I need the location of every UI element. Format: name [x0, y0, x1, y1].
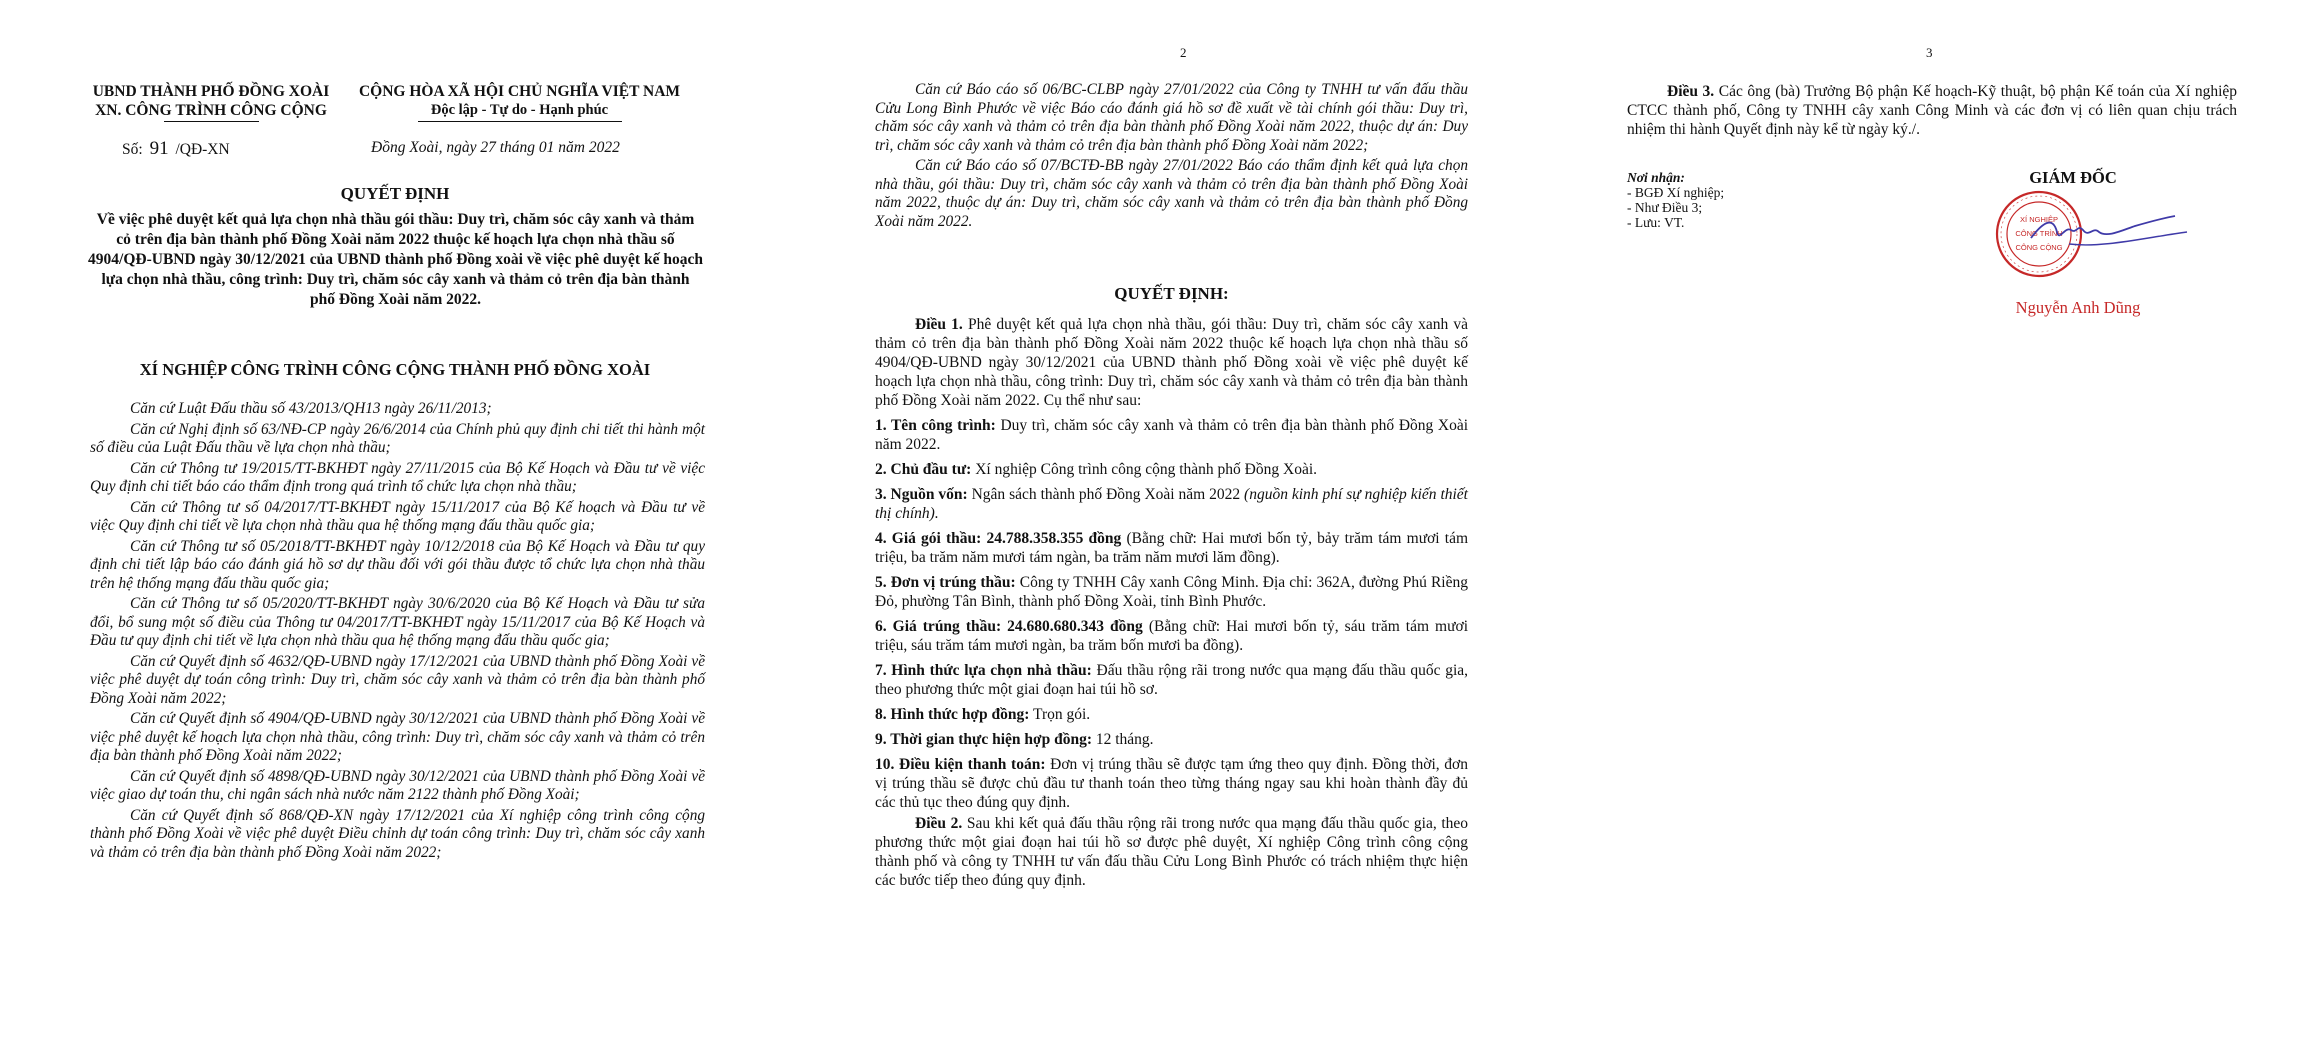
article-3 — [1627, 82, 2237, 139]
nation-line-1: CỘNG HÒA XÃ HỘI CHỦ NGHĨA VIỆT NAM — [358, 83, 681, 100]
bases-list-p2 — [875, 81, 1468, 233]
nation-block — [342, 82, 697, 122]
page-3 — [1553, 0, 2315, 1052]
org-line-2: XN. CÔNG TRÌNH CÔNG CỘNG — [95, 102, 327, 119]
basis-item: Căn cứ Thông tư 19/2015/TT-BKHĐT ngày 27/11/2015 của Bộ Kế Hoạch và Đầu tư về việc Quy định chi tiết báo cáo thẩm định trong quá trình tổ chức lựa chọn nhà thầu; — [90, 459, 705, 495]
basis-item: Căn cứ Quyết định số 868/QĐ-XN ngày 17/12/2021 của Xí nghiệp công trình công cộng thành phố Đồng Xoài về việc phê duyệt Điều chỉnh dự toán công trình: Duy trì, chăm sóc cây xanh và thảm cỏ trên địa bàn thành phố Đồng Xoài năm 2022; — [90, 806, 705, 861]
basis-item: Căn cứ Thông tư số 04/2017/TT-BKHĐT ngày 15/11/2017 của Bộ Kế hoạch và Đầu tư về việc Quy định chi tiết về lựa chọn nhà thầu qua hệ thống mạng đấu thầu quốc gia; — [90, 498, 705, 534]
place-date: Đồng Xoài, ngày 27 tháng 01 năm 2022 — [371, 139, 620, 156]
item-2: 2. Chủ đầu tư: Xí nghiệp Công trình công cộng thành phố Đồng Xoài. — [875, 461, 1318, 478]
article-3-label: Điều 3. — [1667, 83, 1715, 100]
article-3-text: Các ông (bà) Trưởng Bộ phận Kế hoạch-Kỹ thuật, bộ phận Kế toán của Xí nghiệp CTCC thành phố, Công ty TNHH cây xanh Công Minh và các đơn vị có liên quan chịu trách nhiệm thi hành Quyết định này kể từ ngày ký./. — [1627, 83, 2238, 138]
page-1 — [0, 0, 775, 1052]
item-8: 8. Hình thức hợp đồng: Trọn gói. — [875, 706, 1091, 723]
basis-item: Căn cứ Báo cáo số 06/BC-CLBP ngày 27/01/2022 của Công ty TNHH tư vấn đấu thầu Cửu Long Bình Phước về việc Báo cáo đánh giá hồ sơ đề xuất về tài chính gói thầu: Duy trì, chăm sóc cây xanh và thảm cỏ trên địa bàn thành phố Đồng Xoài năm 2022, thuộc dự án: Duy trì, chăm sóc cây xanh và thảm cỏ trên địa bàn thành phố Đồng Xoài năm 2022; — [875, 81, 1468, 154]
recipient-item: - Như Điều 3; — [1627, 200, 1703, 215]
basis-item: Căn cứ Luật Đấu thầu số 43/2013/QH13 ngày 26/11/2013; — [130, 400, 492, 417]
item-4: 4. Giá gói thầu: 24.788.358.355 đồng (Bằng chữ: Hai mươi bốn tỷ, bảy trăm tám mươi tám triệu, ba trăm năm mươi tám ngàn, ba trăm năm mươi lăm đồng). — [875, 530, 1469, 566]
nation-underline — [418, 121, 622, 122]
basis-item: Căn cứ Báo cáo số 07/BCTĐ-BB ngày 27/01/2022 Báo cáo thẩm định kết quả lựa chọn nhà thầu, gói thầu: Duy trì, chăm sóc cây xanh và thảm cỏ trên địa bàn thành phố Đồng Xoài năm 2022, thuộc dự án: Duy trì, chăm sóc cây xanh và thảm cỏ trên địa bàn thành phố Đồng Xoài năm 2022. — [875, 157, 1468, 230]
basis-item: Căn cứ Thông tư số 05/2018/TT-BKHĐT ngày 10/12/2018 của Bộ Kế Hoạch và Đầu tư quy định chi tiết lập báo cáo đánh giá hồ sơ dự thầu đối với gói thầu được tổ chức lựa chọn nhà thầu trên hệ thống mạng đấu thầu quốc gia; — [90, 537, 705, 592]
issuer-heading: XÍ NGHIỆP CÔNG TRÌNH CÔNG CỘNG THÀNH PHỐ ĐỒNG XOÀI — [139, 360, 651, 379]
item-9: 9. Thời gian thực hiện hợp đồng: 12 tháng. — [875, 731, 1154, 748]
nation-line-2: Độc lập - Tự do - Hạnh phúc — [430, 102, 609, 118]
stamp-line-2: CÔNG TRÌNH — [2015, 229, 2063, 238]
recipient-item: - BGĐ Xí nghiệp; — [1627, 185, 1725, 200]
item-10: 10. Điều kiện thanh toán: Đơn vị trúng thầu sẽ được tạm ứng theo quy định. Đồng thời, đơn vị trúng thầu sẽ được chủ đầu tư thanh toán theo từng tháng ngay sau khi hoàn thành đầy đủ các thủ tục theo đúng quy định. — [875, 756, 1468, 811]
org-underline — [164, 121, 259, 122]
item-7: 7. Hình thức lựa chọn nhà thầu: Đấu thầu rộng rãi trong nước qua mạng đấu thầu quốc gia, theo phương thức một giai đoạn hai túi hồ sơ. — [875, 662, 1469, 698]
article-2-label: Điều 2. — [915, 815, 963, 832]
official-stamp — [1997, 192, 2081, 276]
page-number: 3 — [1926, 45, 1933, 60]
article-2-text: Sau khi kết quả đấu thầu rộng rãi trong nước qua mạng đấu thầu quốc gia, theo phương thức một giai đoạn hai túi hồ sơ được phê duyệt, Xí nghiệp Công trình công cộng thành phố và công ty TNHH tư vấn đấu thầu Cửu Long Bình Phước có trách nhiệm thực hiện các bước tiếp theo đúng quy định. — [875, 815, 1469, 889]
signer-title: GIÁM ĐỐC — [2029, 168, 2117, 187]
stamp-line-1: XÍ NGHIỆP — [2020, 215, 2058, 224]
decision-title: QUYẾT ĐỊNH — [340, 184, 450, 203]
article-2 — [875, 814, 1468, 890]
org-block — [80, 82, 342, 122]
stamp-line-3: CÔNG CỘNG — [2015, 243, 2063, 252]
bases-list-p1 — [90, 400, 705, 864]
article-1-label: Điều 1. — [915, 316, 963, 333]
decision-subject: Về việc phê duyệt kết quả lựa chọn nhà thầu gói thầu: Duy trì, chăm sóc cây xanh và thảm cỏ trên địa bàn thành phố Đồng Xoài năm 2022 thuộc kế hoạch lựa chọn nhà thầu số 4904/QĐ-UBND ngày 30/12/2021 của UBND thành phố Đồng xoài về việc phê duyệt kế hoạch lựa chọn nhà thầu, công trình: Duy trì, chăm sóc cây xanh và thảm cỏ trên địa bàn thành phố Đồng Xoài năm 2022. — [88, 211, 703, 308]
doc-number-value: 91 — [149, 138, 169, 159]
basis-item: Căn cứ Quyết định số 4632/QĐ-UBND ngày 17/12/2021 của UBND thành phố Đồng Xoài về việc phê duyệt dự toán công trình: Duy trì, chăm sóc cây xanh và thảm cỏ trên địa bàn thành phố Đồng Xoài năm 2022; — [90, 652, 705, 707]
recipient-item: - Lưu: VT. — [1627, 215, 1685, 230]
article-1-text: Phê duyệt kết quả lựa chọn nhà thầu, gói thầu: Duy trì, chăm sóc cây xanh và thảm cỏ trên địa bàn thành phố Đồng Xoài năm 2022 thuộc kế hoạch lựa chọn nhà thầu số 4904/QĐ-UBND ngày 30/12/2021 của UBND thành phố Đồng xoài về việc phê duyệt kế hoạch lựa chọn nhà thầu, công trình: Duy trì, chăm sóc cây xanh và thảm cỏ trên địa bàn thành phố Đồng Xoài năm 2022. Cụ thể như sau: — [875, 316, 1469, 409]
recipients-title: Nơi nhận: — [1627, 170, 1685, 185]
basis-item: Căn cứ Thông tư số 05/2020/TT-BKHĐT ngày 30/6/2020 của Bộ Kế Hoạch và Đầu tư sửa đổi, bổ sung một số điều của Thông tư 04/2017/TT-BKHĐT ngày 15/11/2017 của Bộ Kế Hoạch và Đầu tư quy định chi tiết về lựa chọn nhà thầu qua hệ thống mạng đấu thầu quốc gia; — [90, 595, 705, 649]
page-2 — [775, 0, 1553, 1052]
signer-name: Nguyễn Anh Dũng — [2015, 298, 2141, 317]
articles-block — [875, 315, 1468, 896]
basis-item: Căn cứ Quyết định số 4898/QĐ-UBND ngày 30/12/2021 của UBND thành phố Đồng Xoài về việc giao dự toán thu, chi ngân sách nhà nước năm 2122 thành phố Đồng Xoài; — [90, 767, 705, 803]
org-line-1: UBND THÀNH PHỐ ĐỒNG XOÀI — [92, 83, 330, 100]
page-number: 2 — [1180, 45, 1187, 60]
recipients-block — [1627, 170, 1827, 230]
item-3: 3. Nguồn vốn: Ngân sách thành phố Đồng Xoài năm 2022 (nguồn kinh phí sự nghiệp kiến thiết thị chính). — [875, 486, 1468, 522]
article-1 — [875, 315, 1468, 410]
basis-item: Căn cứ Quyết định số 4904/QĐ-UBND ngày 30/12/2021 của UBND thành phố Đồng Xoài về việc phê duyệt kế hoạch lựa chọn nhà thầu, công trình: Duy trì, chăm sóc cây xanh và thảm cỏ trên địa bàn thành phố Đồng Xoài năm 2022; — [90, 710, 705, 764]
doc-number: Số: 91 /QĐ-XN — [122, 138, 230, 159]
decision-heading: QUYẾT ĐỊNH: — [1114, 284, 1229, 303]
item-5: 5. Đơn vị trúng thầu: Công ty TNHH Cây xanh Công Minh. Địa chỉ: 362A, đường Phú Riềng Đỏ, phường Tân Bình, thành phố Đồng Xoài, tỉnh Bình Phước. — [875, 574, 1468, 610]
basis-item: Căn cứ Nghị định số 63/NĐ-CP ngày 26/6/2014 của Chính phủ quy định chi tiết thi hành một số điều của Luật Đấu thầu về lựa chọn nhà thầu; — [90, 420, 705, 456]
item-1: 1. Tên công trình: Duy trì, chăm sóc cây xanh và thảm cỏ trên địa bàn thành phố Đồng Xoài năm 2022. — [875, 417, 1469, 453]
stamp-and-signature — [1973, 186, 2213, 296]
item-6: 6. Giá trúng thầu: 24.680.680.343 đồng (Bằng chữ: Hai mươi bốn tỷ, sáu trăm tám mươi triệu, sáu trăm tám mươi ngàn, ba trăm bốn mươi ba đồng). — [875, 618, 1469, 654]
